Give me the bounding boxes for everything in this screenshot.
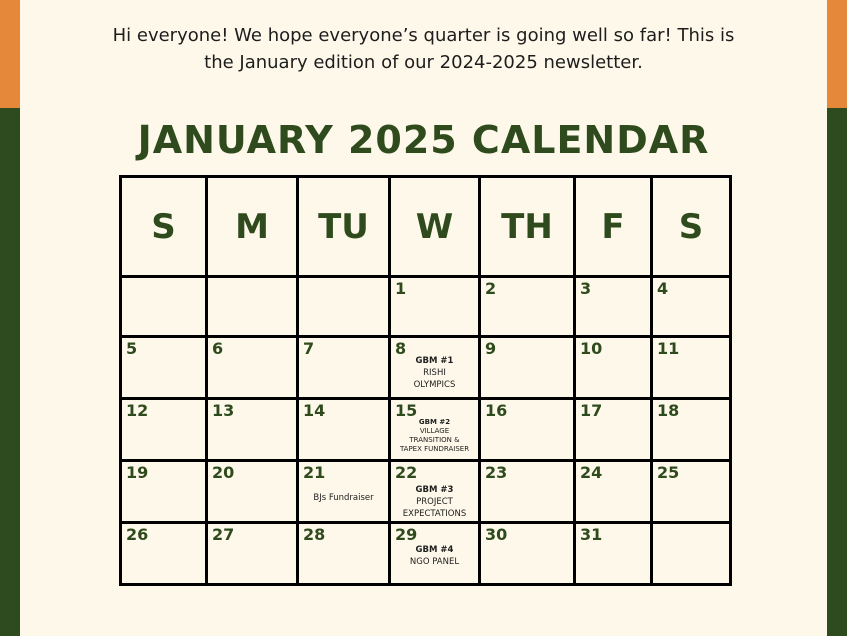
- right-orange-stripe: [827, 0, 847, 108]
- day-cell: [575, 523, 652, 585]
- intro-text: [20, 22, 827, 76]
- intro-line-2: the January edition of our 2024-2025 newsletter.: [204, 52, 643, 73]
- day-cell: [652, 337, 731, 399]
- left-green-stripe: [0, 108, 20, 636]
- day-cell: [575, 277, 652, 337]
- day-number: 19: [126, 463, 149, 482]
- day-cell: [480, 461, 575, 523]
- week-row-4: [121, 461, 731, 523]
- day-cell: [207, 523, 298, 585]
- weekday-friday: F: [575, 177, 652, 277]
- intro-line-1: Hi everyone! We hope everyone’s quarter is going well so far! This is: [112, 25, 735, 46]
- event-desc: OLYMPICS: [413, 380, 456, 390]
- day-number: 5: [126, 339, 138, 358]
- day-cell: [298, 337, 390, 399]
- day-number: 14: [303, 401, 326, 420]
- week-row-1: [121, 277, 731, 337]
- day-cell: [390, 399, 480, 461]
- week-row-2: [121, 337, 731, 399]
- day-cell: [480, 277, 575, 337]
- day-cell: [575, 337, 652, 399]
- event-title: GBM #2: [418, 418, 451, 426]
- day-cell: [652, 461, 731, 523]
- day-cell: [298, 461, 390, 523]
- day-number: 25: [657, 463, 680, 482]
- day-number: 6: [212, 339, 224, 358]
- day-cell: [121, 399, 207, 461]
- day-cell: [207, 277, 298, 337]
- event-title: GBM #3: [415, 485, 454, 495]
- day-number: 7: [303, 339, 315, 358]
- day-number: 16: [485, 401, 508, 420]
- day-number: 13: [212, 401, 235, 420]
- day-cell: [121, 461, 207, 523]
- event-gbm-1: [391, 355, 478, 391]
- weekday-tuesday: TU: [298, 177, 390, 277]
- event-gbm-2: [391, 418, 478, 454]
- day-number: 30: [485, 525, 508, 544]
- day-cell: [480, 337, 575, 399]
- day-cell: [480, 399, 575, 461]
- day-cell: [207, 399, 298, 461]
- day-cell: [652, 277, 731, 337]
- day-number: 9: [485, 339, 497, 358]
- weekday-header-row: [121, 177, 731, 277]
- weekday-sunday: S: [121, 177, 207, 277]
- event-bjs-fundraiser: [299, 492, 388, 504]
- right-green-stripe: [827, 108, 847, 636]
- day-number: 23: [485, 463, 508, 482]
- day-number: 4: [657, 279, 669, 298]
- week-row-3: [121, 399, 731, 461]
- day-number: 31: [580, 525, 603, 544]
- day-number: 24: [580, 463, 603, 482]
- weekday-monday: M: [207, 177, 298, 277]
- day-number: 21: [303, 463, 326, 482]
- day-cell: [390, 337, 480, 399]
- event-desc: VILLAGE: [419, 427, 450, 435]
- day-number: 12: [126, 401, 149, 420]
- day-number: 8: [395, 339, 407, 358]
- day-cell: [480, 523, 575, 585]
- day-cell: [298, 277, 390, 337]
- day-number: 29: [395, 525, 418, 544]
- day-number: 20: [212, 463, 235, 482]
- weekday-wednesday: W: [390, 177, 480, 277]
- day-cell: [390, 523, 480, 585]
- day-number: 11: [657, 339, 680, 358]
- day-cell: [390, 461, 480, 523]
- event-desc: BJs Fundraiser: [313, 493, 374, 503]
- event-gbm-3: [391, 484, 478, 520]
- day-cell: [207, 461, 298, 523]
- event-title: GBM #1: [415, 356, 454, 366]
- day-cell: [652, 399, 731, 461]
- calendar-grid: [119, 175, 732, 586]
- day-number: 1: [395, 279, 407, 298]
- event-desc: EXPECTATIONS: [402, 509, 467, 519]
- event-desc: NGO PANEL: [409, 557, 460, 567]
- newsletter-page: [20, 0, 827, 636]
- day-cell: [652, 523, 731, 585]
- day-number: 2: [485, 279, 497, 298]
- day-cell: [298, 523, 390, 585]
- day-number: 15: [395, 401, 418, 420]
- left-orange-stripe: [0, 0, 20, 108]
- day-cell: [121, 277, 207, 337]
- day-number: 26: [126, 525, 149, 544]
- event-desc: TAPEX FUNDRAISER: [399, 445, 470, 453]
- day-cell: [390, 277, 480, 337]
- day-cell: [207, 337, 298, 399]
- day-number: 28: [303, 525, 326, 544]
- day-number: 10: [580, 339, 603, 358]
- event-title: GBM #4: [415, 545, 454, 555]
- day-cell: [121, 337, 207, 399]
- event-desc: PROJECT: [416, 497, 453, 507]
- event-gbm-4: [391, 544, 478, 568]
- week-row-5: [121, 523, 731, 585]
- day-number: 27: [212, 525, 235, 544]
- day-cell: [575, 461, 652, 523]
- day-number: 18: [657, 401, 680, 420]
- weekday-thursday: TH: [480, 177, 575, 277]
- calendar-title: JANUARY 2025 CALENDAR: [137, 118, 710, 162]
- day-cell: [121, 523, 207, 585]
- day-number: 22: [395, 463, 418, 482]
- weekday-saturday: S: [652, 177, 731, 277]
- event-desc: RISHI: [423, 368, 446, 378]
- event-desc: TRANSITION &: [409, 436, 460, 444]
- day-cell: [575, 399, 652, 461]
- day-number: 17: [580, 401, 603, 420]
- day-cell: [298, 399, 390, 461]
- day-number: 3: [580, 279, 592, 298]
